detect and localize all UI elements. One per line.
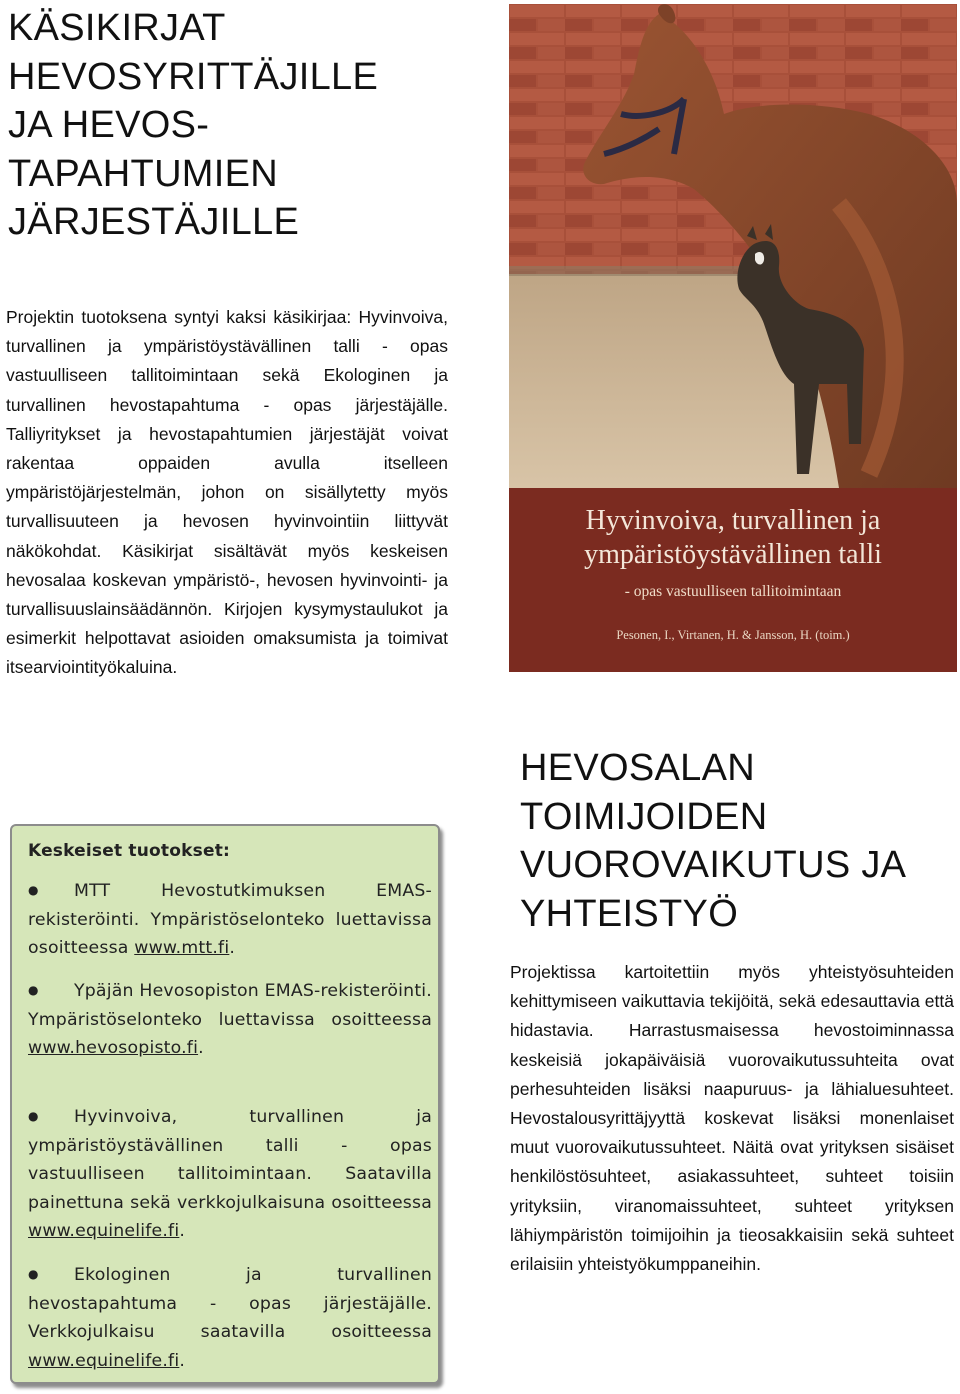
- product-item-link[interactable]: www.equinelife.fi: [28, 1221, 180, 1242]
- cover-subtitle: - opas vastuulliseen tallitoimintaan: [624, 583, 842, 600]
- product-item-text: Ekologinen ja turvallinen hevostapahtuma - opas järjestäjälle. Verkkojulkaisu saatavilla osoitteessa: [28, 1265, 432, 1343]
- main-heading: [8, 4, 448, 247]
- main-heading-line: HEVOSYRITTÄJILLE: [8, 55, 379, 98]
- intro-paragraph: Projektin tuotoksena syntyi kaksi käsikirjaa: Hyvinvoiva, turvallinen ja ympäristöystävällinen talli - opas vastuulliseen tallitoimintaan sekä Ekologinen ja turvallinen hevostapahtuma - opas järjestäjälle. Talliyritykset ja hevostapahtumien järjestäjät voivat rakentaa oppaiden avulla itselleen ympäristöjärjestelmän, johon on sisällytetty myös turvallisuuteen ja hevosen hyvinvointiin liittyvät näkökohdat. Käsikirjat sisältävät myös keskeisen hevosalaa koskevan ympäristö-, hevosen hyvinvointi- ja turvallisuuslainsäädännön. Kirjojen kysymystaulukot ja esimerkit helpottavat asioiden omaksumista ja toimivat itsearviointityökaluina.: [6, 307, 448, 678]
- products-box-title: Keskeiset tuotokset:: [28, 841, 231, 861]
- cover-authors: Pesonen, I., Virtanen, H. & Jansson, H. (toim.): [616, 628, 850, 642]
- main-heading-line: JA HEVOS-: [8, 104, 210, 146]
- main-heading-line: KÄSIKIRJAT: [8, 7, 226, 49]
- product-item-text: Ypäjän Hevosopiston EMAS-rekisteröinti. Ympäristöselonteko luettavissa osoitteessa: [28, 981, 432, 1030]
- product-list-item: [28, 876, 432, 963]
- main-heading-line: TAPAHTUMIEN: [8, 152, 279, 195]
- product-item-suffix: .: [198, 1038, 204, 1059]
- product-item-suffix: .: [229, 938, 236, 959]
- product-list-item: [28, 976, 432, 1063]
- product-item-suffix: .: [179, 1221, 186, 1242]
- bullet-dot-icon: ●: [28, 1267, 39, 1281]
- cover-title: Hyvinvoiva, turvallinen ja: [585, 505, 881, 536]
- product-item-link[interactable]: www.mtt.fi: [134, 938, 230, 959]
- cooperation-heading-line: HEVOSALAN: [520, 747, 756, 789]
- bullet-dot-icon: ●: [28, 983, 39, 997]
- cooperation-heading-line: TOIMIJOIDEN: [520, 795, 768, 838]
- product-list-item: [28, 1102, 432, 1246]
- book-cover-image: [509, 4, 957, 672]
- main-heading-line: JÄRJESTÄJILLE: [8, 201, 300, 243]
- product-item-link[interactable]: www.hevosopisto.fi: [28, 1038, 199, 1059]
- cover-title: ympäristöystävällinen talli: [584, 539, 882, 570]
- cooperation-heading-line: YHTEISTYÖ: [520, 892, 739, 935]
- bullet-dot-icon: ●: [28, 883, 39, 897]
- cooperation-heading-line: VUOROVAIKUTUS JA: [520, 844, 907, 886]
- product-item-link[interactable]: www.equinelife.fi: [28, 1350, 180, 1371]
- product-list-item: [28, 1260, 432, 1375]
- cooperation-paragraph: Projektissa kartoitettiin myös yhteistyösuhteiden kehittymiseen vaikuttavia tekijöitä, sekä edesauttavia että hidastavia. Harrastusmaisessa hevostoiminnassa keskeisiä jokapäiväisiä vuorovaikutussuhteita ovat perhesuhteiden lisäksi naapuruus- ja lähialuesuhteet. Hevostalousyrittäjyyttä koskevat lisäksi monenlaiset muut vuorovaikutussuhteet. Näitä ovat yrityksen sisäiset henkilöstösuhteet, asiakassuhteet, suhteet toisiin yrityksiin, viranomaissuhteet, suhteet yrityksen lähiympäristön toimijoihin ja tieosakkaisiin sekä suhteet erilaisiin yhteistyökumppaneihin.: [510, 962, 954, 1275]
- horse-and-foal-photo: [509, 4, 957, 488]
- cover-title-band: [509, 488, 957, 672]
- bullet-dot-icon: ●: [28, 1109, 39, 1123]
- key-products-box: [10, 824, 440, 1384]
- product-item-suffix: .: [179, 1350, 186, 1371]
- product-item-text: Hyvinvoiva, turvallinen ja ympäristöystävällinen talli - opas vastuulliseen tallitoimintaan. Saatavilla painettuna sekä verkkojulkaisuna osoitteessa: [28, 1107, 432, 1213]
- product-item-text: MTT Hevostutkimuksen EMAS-rekisteröinti. Ympäristöselonteko luettavissa osoitteessa: [28, 881, 432, 959]
- cooperation-heading: [520, 744, 950, 938]
